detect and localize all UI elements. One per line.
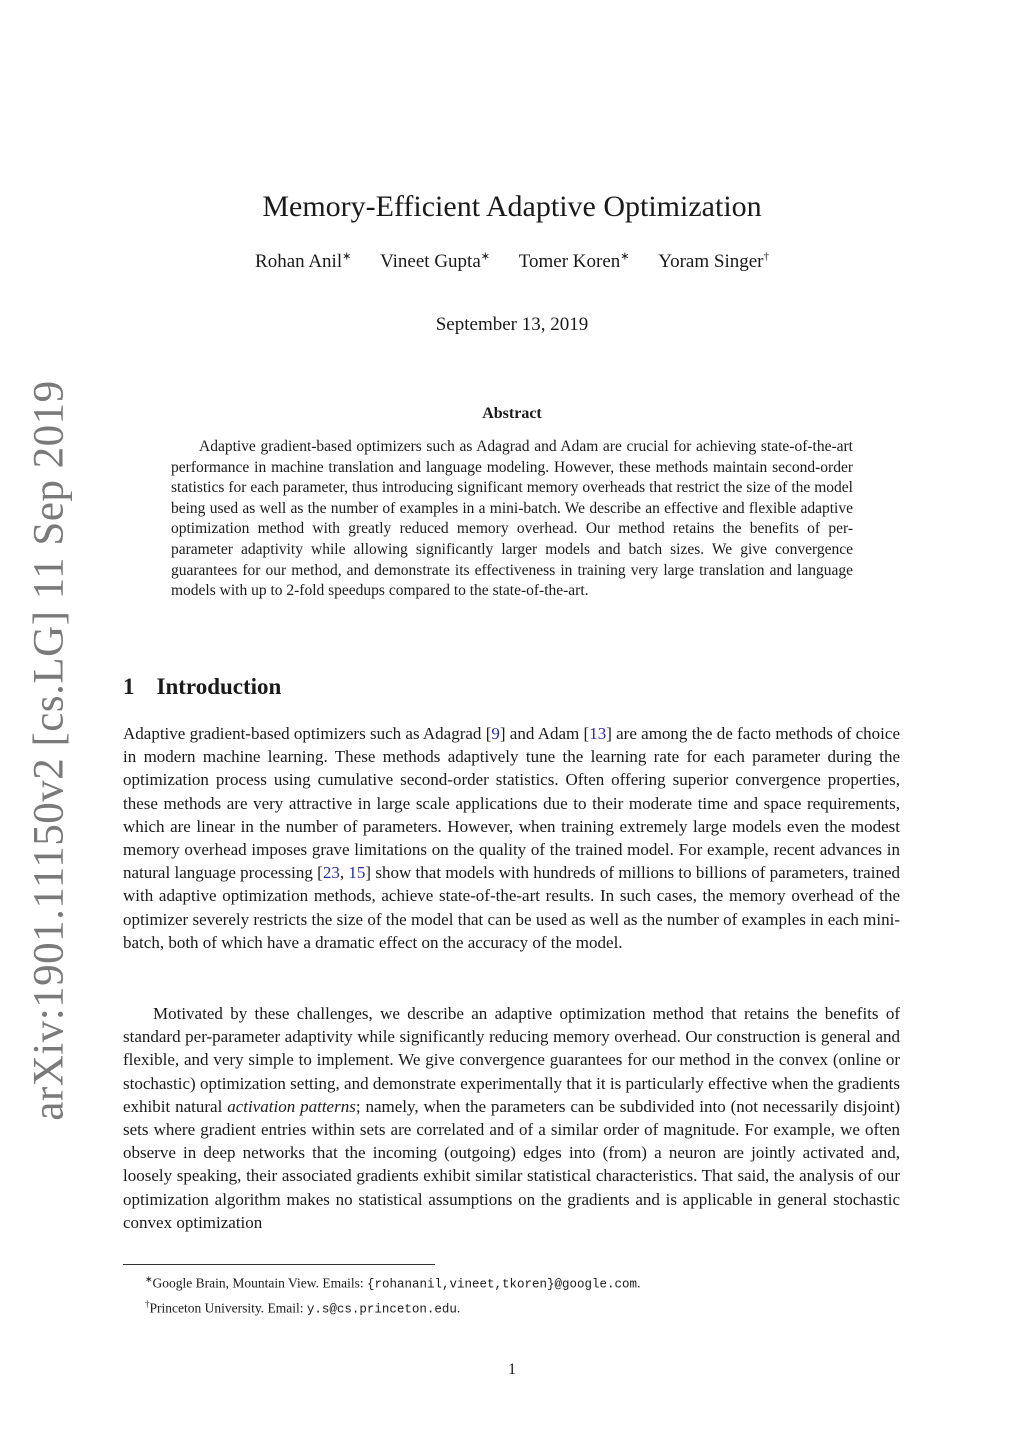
author: Yoram Singer† [658,251,769,273]
paper-title: Memory-Efficient Adaptive Optimization [262,190,762,223]
footnote-divider [123,1264,435,1265]
section-title: Introduction [156,674,282,699]
citation-link[interactable]: 9 [491,724,500,743]
publication-date: September 13, 2019 [435,314,589,335]
author-list [0,250,1024,273]
author: Vineet Gupta∗ [380,251,490,273]
arxiv-identifier: arXiv:1901.11150v2 [cs.LG] 11 Sep 2019 [25,379,73,1121]
citation-link[interactable]: 15 [348,863,366,883]
author: Tomer Koren∗ [518,251,630,273]
section-heading-introduction [123,674,281,700]
intro-paragraph-1: Adaptive gradient-based optimizers such as Adagrad [9] and Adam [13] are among the de facto methods of choice in modern machine learning. These methods adaptively tune the learning rate for each parameter during the optimization process using cumulative second-order statistics. Often offering superior convergence properties, these methods are very attractive in large scale applications due to their moderate time and space requirements, which are linear in the number of parameters. However, when training extremely large models even the modest memory overhead imposes grave limitations on the quality of the trained model. For example, recent advances in natural language processing [23, 15] show that models with hundreds of millions to billions of parameters, trained with adaptive optimization methods, achieve state-of-the-art results. In such cases, the memory overhead of the optimizer severely restricts the size of the model that can be used as well as the number of examples in each mini-batch, both of which have a dramatic effect on the accuracy of the model. [123,724,900,952]
email-address: {rohananil,vineet,tkoren}@google.com [366,1277,638,1292]
footnote-affiliation-princeton: †Princeton University. Email: y.s@cs.princeton.edu. [145,1298,461,1316]
abstract-heading: Abstract [482,405,542,422]
page-number: 1 [508,1361,516,1378]
citation-link[interactable]: 23 [322,863,340,883]
arxiv-sidebar-stamp [14,379,84,1121]
email-address: y.s@cs.princeton.edu [306,1302,457,1316]
emphasis: activation patterns [227,1096,356,1116]
footnote-affiliation-google: ∗Google Brain, Mountain View. Emails: {rohananil,vineet,tkoren}@google.com. [145,1274,641,1292]
section-number: 1 [123,674,135,699]
footnotes [123,1270,900,1319]
intro-paragraph-2: Motivated by these challenges, we describe an adaptive optimization method that retains the benefits of standard per-parameter adaptivity while significantly reducing memory overhead. Our construction is general and flexible, and very simple to implement. We give convergence guarantees for our method in the convex (online or stochastic) optimization setting, and demonstrate experimentally that it is particularly effective when the gradients exhibit natural activation patterns; namely, when the parameters can be subdivided into (not necessarily disjoint) sets where gradient entries within sets are correlated and of a similar order of magnitude. For example, we often observe in deep networks that the incoming (outgoing) edges into (from) a neuron are jointly activated and, loosely speaking, their associated gradients exhibit similar statistical characteristics. That said, the analysis of our optimization algorithm makes no statistical assumptions on the gradients and is applicable in general stochastic convex optimization [123,1004,901,1232]
abstract-text: Adaptive gradient-based optimizers such as Adagrad and Adam are crucial for achieving state-of-the-art performance in machine translation and language modeling. However, these methods maintain second-order statistics for each parameter, thus introducing significant memory overheads that restrict the size of the model being used as well as the number of examples in a mini-batch. We describe an effective and flexible adaptive optimization method with greatly reduced memory overhead. Our method retains the benefits of per-parameter adaptivity while allowing significantly larger models and batch sizes. We give convergence guarantees for our method, and demonstrate its effectiveness in training very large translation and language models with up to 2-fold speedups compared to the state-of-the-art. [171,438,853,600]
author: Rohan Anil∗ [255,251,352,273]
citation-link[interactable]: 13 [589,724,607,743]
